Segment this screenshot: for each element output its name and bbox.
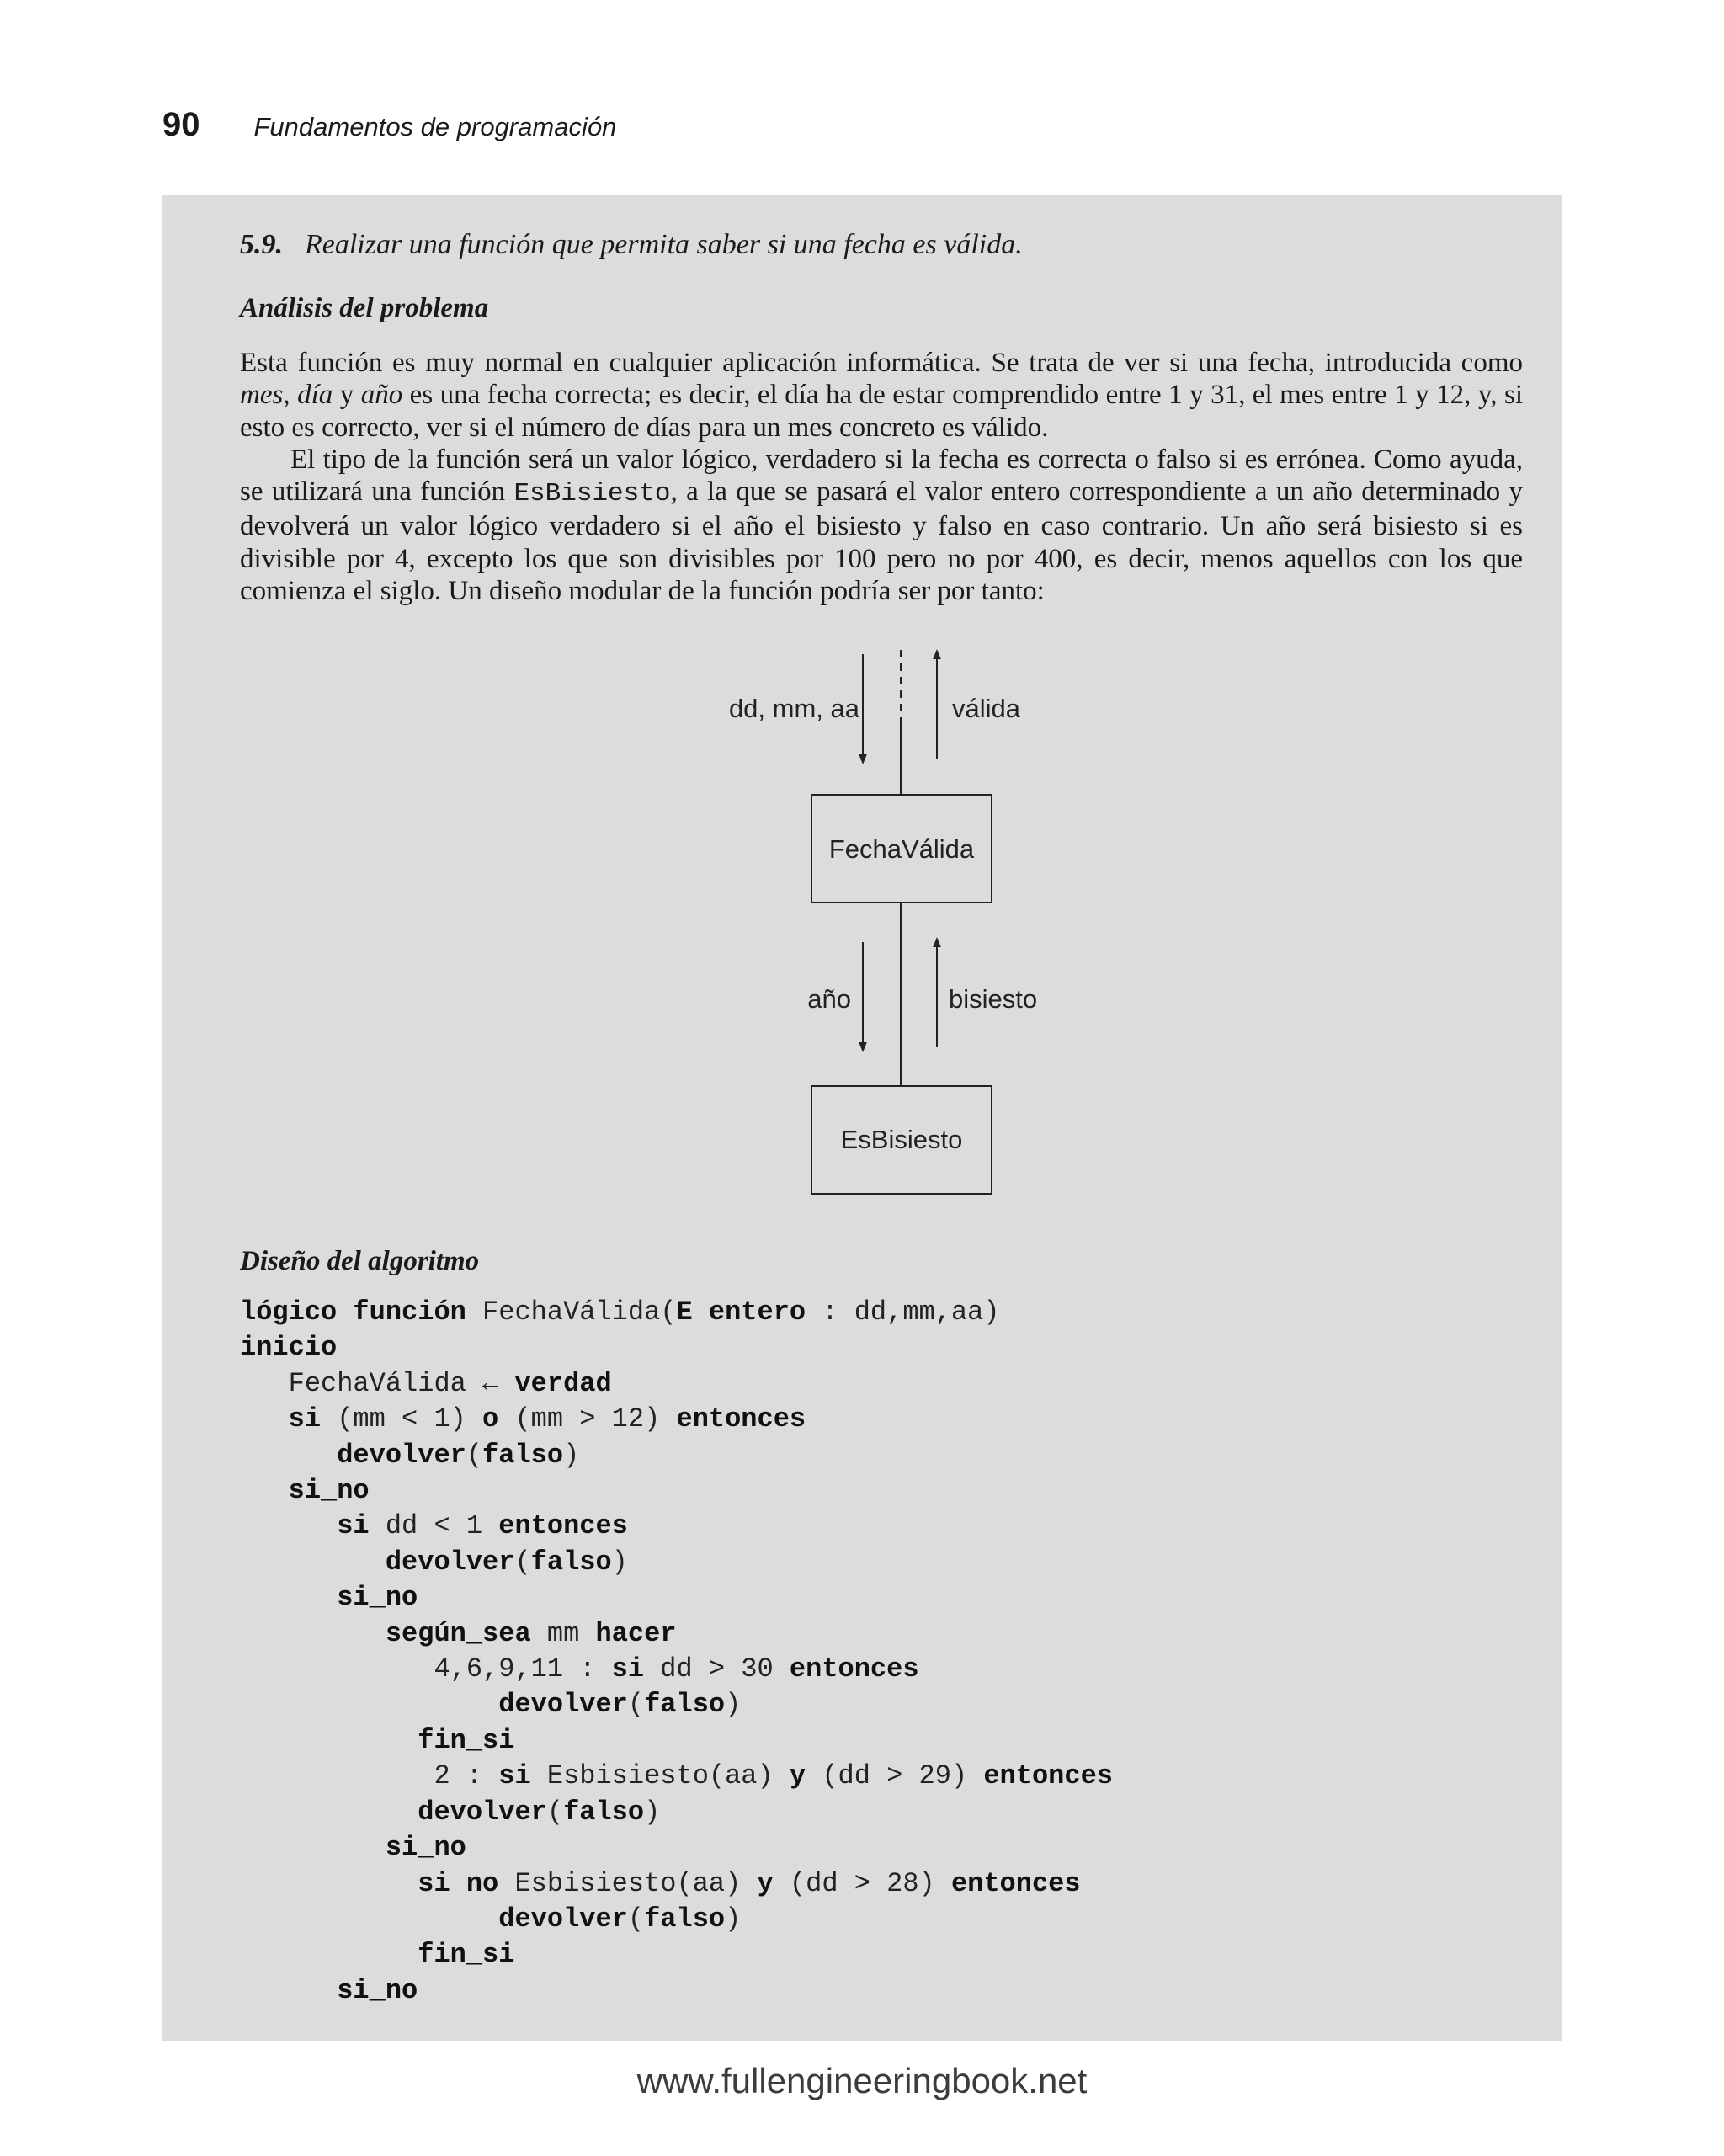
- code-text: (mm > 12): [498, 1403, 677, 1435]
- text-run: , a la que se pasará el valor entero correspondiente a un año determinado y devolverá un valor lógico verdadero si el año el bisiesto y falso en caso contrario. Un año será bisiesto si es divisible por 4, excepto los que son divisibles por 100 pero no por 400, es decir, menos aquellos con los que comienza el siglo. Un diseño modular de la función podría ser por tanto:: [240, 476, 1523, 607]
- code-text: dd < 1: [369, 1510, 499, 1542]
- label-out-top: válida: [952, 694, 1020, 723]
- design-heading: Diseño del algoritmo: [240, 1246, 480, 1276]
- exercise-box: [162, 195, 1562, 2041]
- label-in-top: dd, mm, aa: [728, 694, 859, 723]
- code-keyword: E: [676, 1296, 693, 1328]
- paragraph-1: [240, 347, 1523, 444]
- code-keyword: si: [611, 1653, 645, 1685]
- code-keyword: entero: [708, 1296, 806, 1328]
- code-keyword: si_no: [337, 1582, 418, 1614]
- analysis-body: [240, 347, 1523, 607]
- exercise-text: Realizar una función que permita saber si una fecha es válida.: [305, 229, 1023, 260]
- pseudocode-block: [240, 1295, 1113, 2009]
- code-keyword: hacer: [595, 1617, 677, 1649]
- code-keyword: fin_si: [418, 1939, 515, 1971]
- code-text: Esbisiesto(aa): [530, 1760, 790, 1792]
- code-text: : dd,mm,aa): [806, 1296, 1000, 1328]
- code-text: (: [627, 1903, 645, 1935]
- module-label-bottom: EsBisiesto: [840, 1125, 963, 1154]
- code-keyword: falso: [530, 1546, 612, 1578]
- code-keyword: entonces: [950, 1867, 1081, 1899]
- exercise-number: 5.9.: [240, 229, 283, 260]
- code-keyword: falso: [644, 1689, 726, 1721]
- code-keyword: lógico: [240, 1296, 338, 1328]
- code-text: ): [725, 1689, 742, 1721]
- code-keyword: falso: [644, 1903, 726, 1935]
- code-text: (: [627, 1689, 645, 1721]
- code-keyword: entonces: [789, 1653, 919, 1685]
- code-keyword: inicio: [240, 1332, 338, 1364]
- module-label-top: FechaVálida: [828, 834, 975, 864]
- code-text: (dd > 29): [806, 1760, 984, 1792]
- code-text: (mm < 1): [321, 1403, 483, 1435]
- code-text: FechaVálida(: [466, 1296, 677, 1328]
- text-run: Esta función es muy normal en cualquier aplicación informática. Se trata de ver si una fecha, introducida como: [240, 348, 1523, 378]
- code-keyword: entonces: [498, 1510, 628, 1542]
- code-keyword: fin_si: [418, 1724, 515, 1756]
- code-text: Esbisiesto(aa): [498, 1867, 758, 1899]
- text-run: ,: [283, 380, 298, 411]
- italic-term-dia: día: [297, 380, 333, 411]
- code-text: 2 :: [434, 1760, 499, 1792]
- italic-term-anio: año: [360, 380, 403, 411]
- code-text: ): [563, 1439, 580, 1471]
- code-keyword: devolver: [418, 1796, 547, 1828]
- footer-url: www.fullengineeringbook.net: [636, 2061, 1088, 2100]
- paragraph-2: [240, 444, 1523, 607]
- code-keyword: no: [466, 1867, 499, 1899]
- code-text: mm: [530, 1617, 596, 1649]
- code-text: (: [466, 1439, 483, 1471]
- code-text: FechaVálida ←: [288, 1367, 515, 1399]
- code-text: (dd > 28): [773, 1867, 951, 1899]
- code-keyword: verdad: [514, 1367, 612, 1399]
- label-in-bottom: año: [807, 984, 851, 1014]
- page-number: 90: [162, 106, 200, 143]
- code-keyword: si: [498, 1760, 531, 1792]
- code-text: ): [644, 1796, 661, 1828]
- code-keyword: devolver: [337, 1439, 466, 1471]
- code-text: ): [611, 1546, 628, 1578]
- code-keyword: entonces: [983, 1760, 1113, 1792]
- exercise-statement: [240, 229, 1023, 261]
- code-keyword: y: [757, 1867, 774, 1899]
- code-keyword: si_no: [288, 1475, 370, 1507]
- code-keyword: según_sea: [385, 1617, 531, 1649]
- text-run: y: [333, 380, 361, 411]
- inline-code: EsBisiesto: [513, 479, 671, 509]
- text-run: es una fecha correcta; es decir, el día ha de estar comprendido entre 1 y 31, el mes entre 1 y 12, y, si esto es correcto, ver si el número de días para un mes concreto es válido.: [240, 380, 1523, 443]
- code-keyword: función: [353, 1296, 466, 1328]
- code-keyword: si: [288, 1403, 322, 1435]
- code-keyword: devolver: [385, 1546, 515, 1578]
- code-text: 4,6,9,11 :: [434, 1653, 612, 1685]
- code-keyword: si: [337, 1510, 370, 1542]
- code-text: ): [725, 1903, 742, 1935]
- page-header: [162, 106, 616, 148]
- code-text: (: [546, 1796, 564, 1828]
- code-keyword: falso: [482, 1439, 564, 1471]
- code-keyword: entonces: [676, 1403, 806, 1435]
- code-keyword: si: [418, 1867, 450, 1899]
- code-text: dd > 30: [644, 1653, 790, 1685]
- code-keyword: devolver: [498, 1689, 628, 1721]
- code-keyword: falso: [563, 1796, 645, 1828]
- code-keyword: y: [789, 1760, 806, 1792]
- text-run: El tipo de la función será un valor lógico, verdadero si la fecha es correcta o falso si es errónea. Como ayuda, se utilizará una función: [240, 444, 1523, 508]
- running-title: Fundamentos de programación: [253, 112, 617, 141]
- code-keyword: o: [482, 1403, 499, 1435]
- analysis-heading: Análisis del problema: [240, 293, 489, 323]
- italic-term-mes: mes: [240, 380, 284, 411]
- code-text: (: [514, 1546, 531, 1578]
- code-keyword: si_no: [337, 1974, 418, 2006]
- code-keyword: devolver: [498, 1903, 628, 1935]
- code-keyword: si_no: [385, 1832, 466, 1864]
- label-out-bottom: bisiesto: [949, 984, 1038, 1014]
